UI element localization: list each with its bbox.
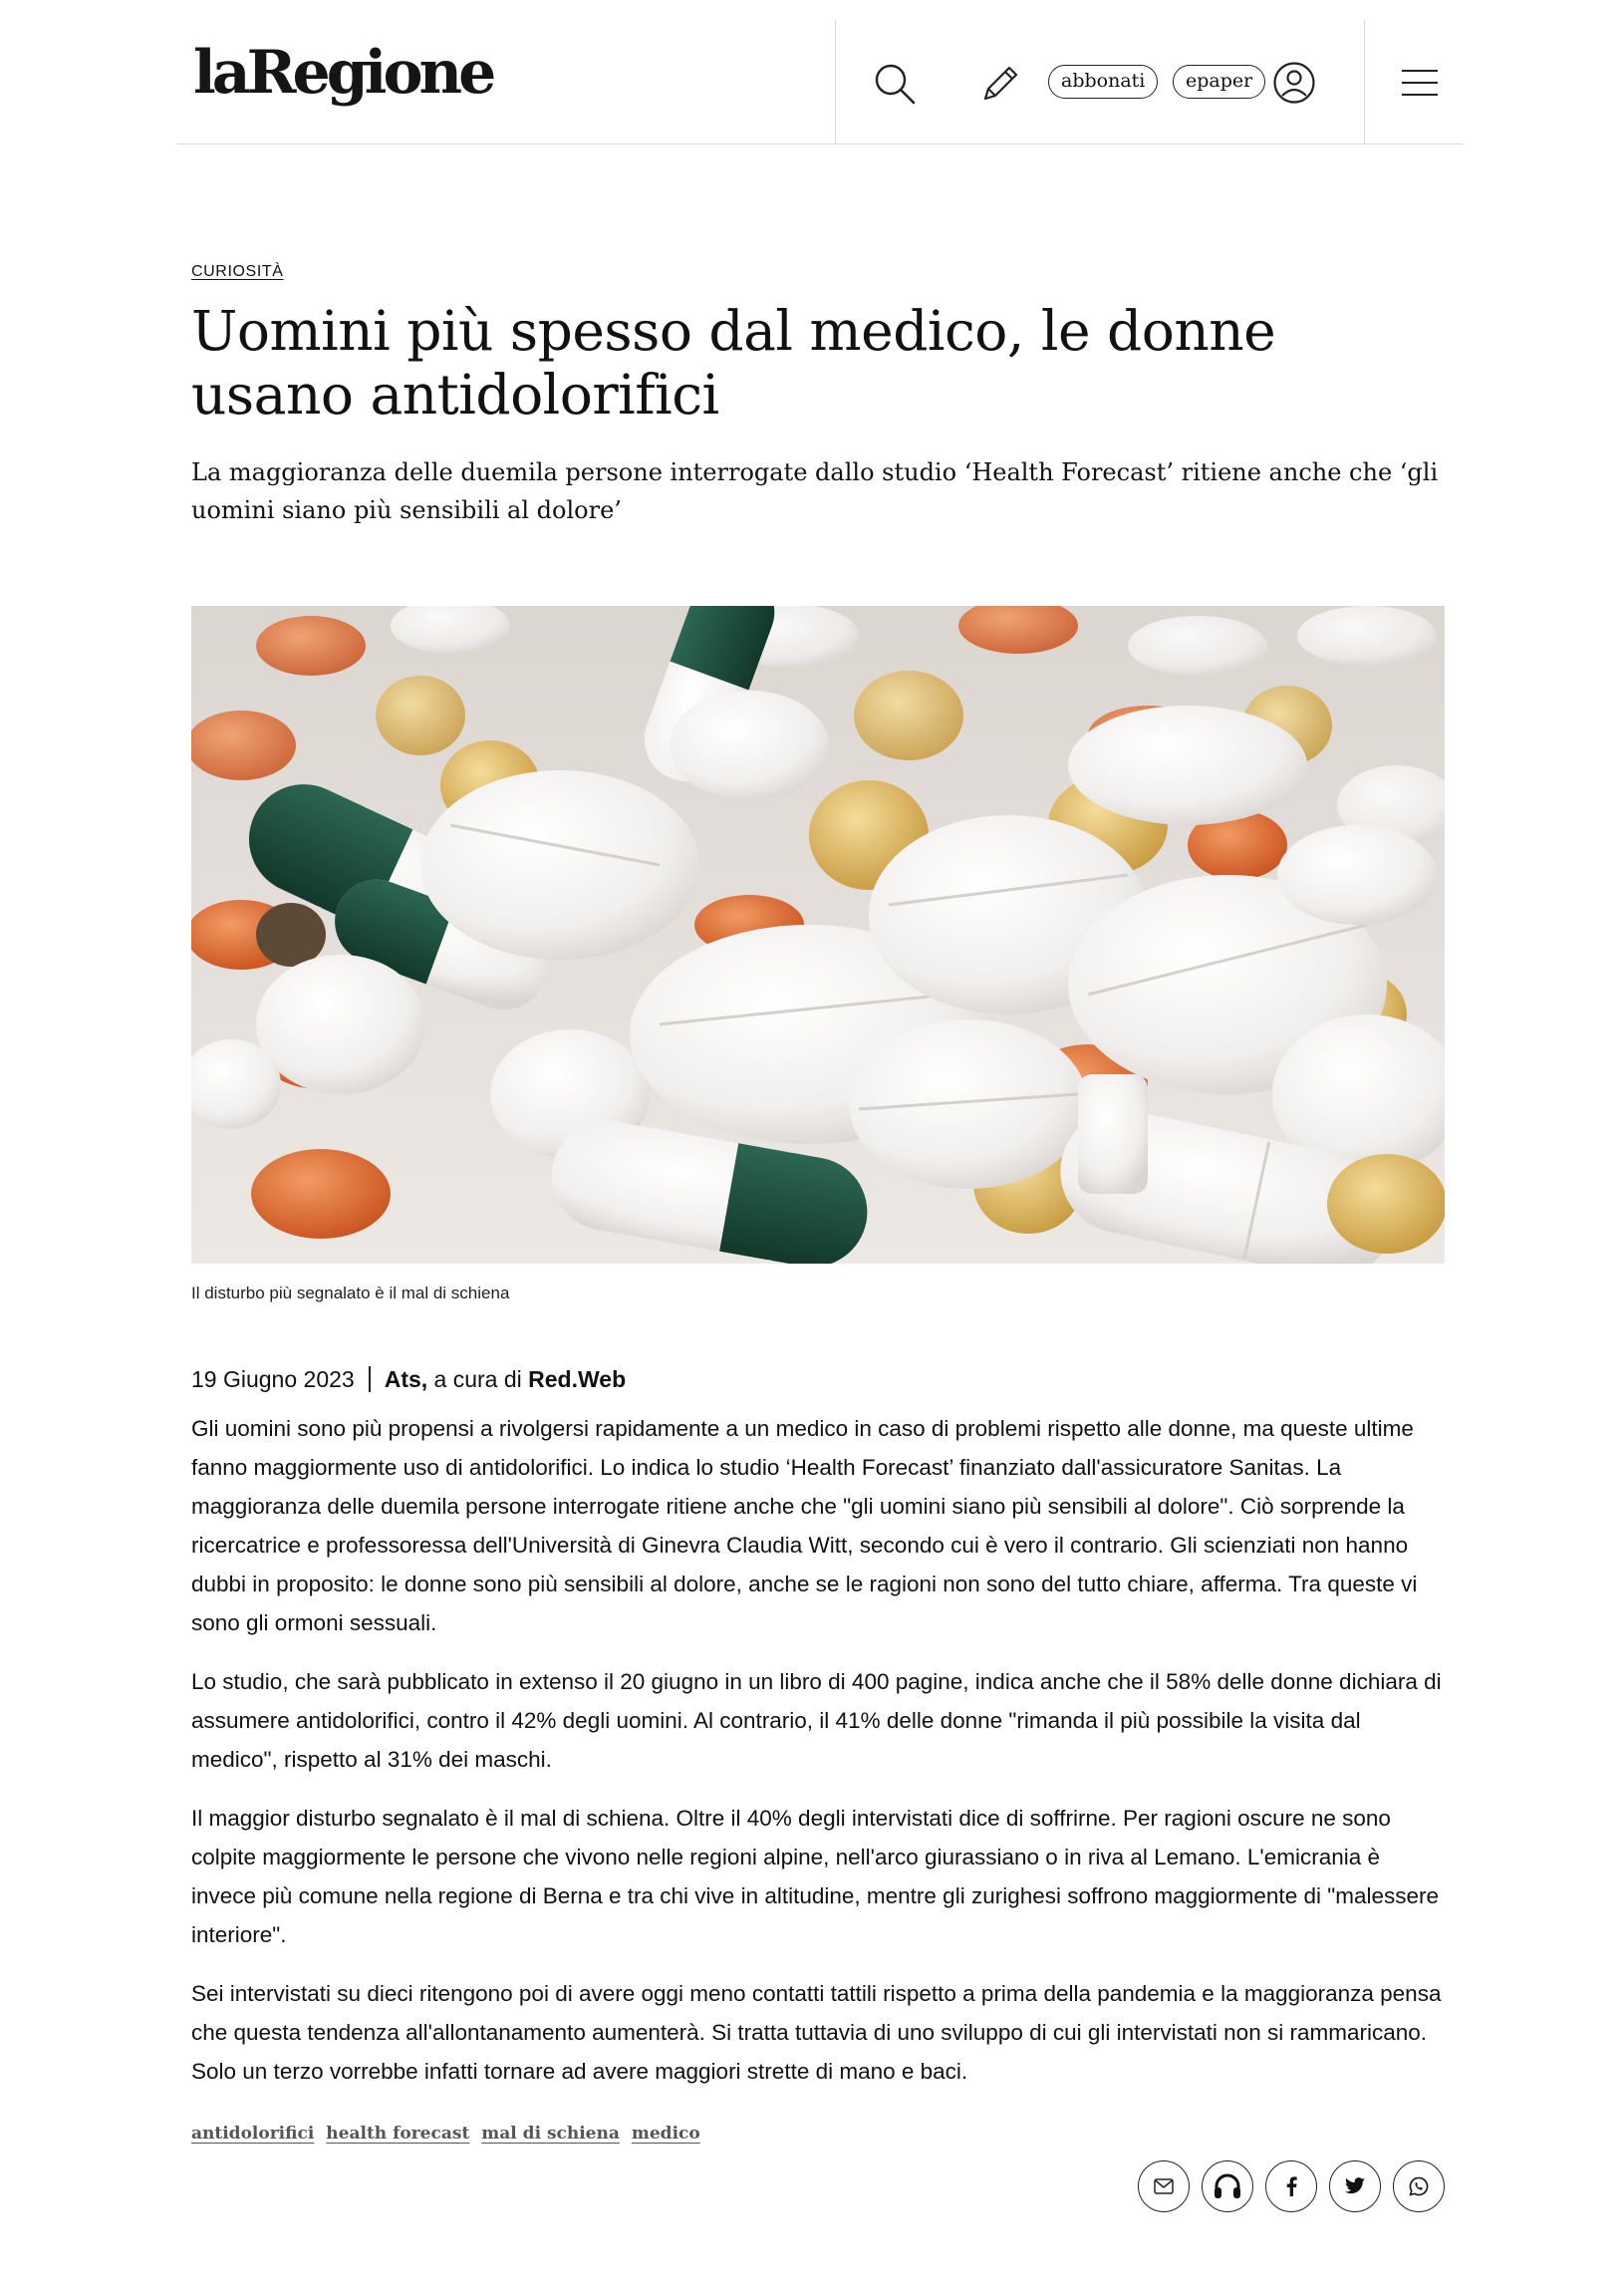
article-editor[interactable]: Red.Web: [528, 1366, 627, 1392]
site-logo[interactable]: laRegione: [193, 38, 493, 108]
article-paragraph: Gli uomini sono più propensi a rivolgersi rapidamente a un medico in caso di problemi rispetto alle donne, ma queste ultime fanno maggiormente uso di antidolorifici. Lo indica lo studio ‘Health Forecast’ finanziato dall'assicuratore Sanitas. La maggioranza delle duemila persone interrogate ritiene anche che "gli uomini siano più sensibili al dolore". Ciò sorprende la ricercatrice e professoressa dell'Università di Ginevra Claudia Witt, secondo cui è vero il contrario. Gli scienziati non hanno dubbi in proposito: le donne sono più sensibili al dolore, anche se le ragioni non sono del tutto chiare, afferma. Tra queste vi sono gli ormoni sessuali.: [191, 1416, 1418, 1635]
mail-icon[interactable]: [1138, 2160, 1190, 2212]
facebook-icon[interactable]: [1265, 2160, 1317, 2212]
menu-icon[interactable]: [1395, 58, 1445, 108]
article-hero-image: [191, 606, 1445, 1264]
curated-by-label: a cura di: [433, 1366, 522, 1392]
subscribe-button[interactable]: abbonati: [1048, 65, 1158, 99]
image-caption: Il disturbo più segnalato è il mal di schiena: [191, 1284, 510, 1302]
header-divider: [1364, 20, 1365, 144]
header-divider: [835, 20, 836, 144]
byline-separator: [369, 1366, 371, 1392]
headphones-icon[interactable]: [1202, 2160, 1253, 2212]
tag-link[interactable]: health forecast: [326, 2124, 470, 2144]
search-icon[interactable]: [865, 54, 925, 114]
article-date: 19 Giugno 2023: [191, 1366, 355, 1392]
pencil-icon[interactable]: [970, 54, 1030, 114]
article-paragraph: Sei intervistati su dieci ritengono poi di avere oggi meno contatti tattili rispetto a prima della pandemia e la maggioranza pensa che questa tendenza all'allontanamento aumenterà. Si tratta tuttavia di uno sviluppo di cui gli intervistati non si rammaricano. Solo un terzo vorrebbe infatti tornare ad avere maggiori strette di mano e baci.: [191, 1981, 1442, 2084]
article-paragraph: Il maggior disturbo segnalato è il mal di schiena. Oltre il 40% degli intervistati dice di soffrirne. Per ragioni oscure ne sono colpite maggiormente le persone che vivono nelle regioni alpine, nell'arco giurassiano o in riva al Lemano. L'emicrania è invece più comune nella regione di Berna e tra chi vive in altitudine, mentre gli zurighesi soffrono maggiormente di "malessere interiore".: [191, 1806, 1439, 1947]
twitter-icon[interactable]: [1329, 2160, 1381, 2212]
article-agency: Ats,: [384, 1366, 428, 1392]
user-icon[interactable]: [1269, 58, 1319, 108]
share-bar: [1138, 2160, 1445, 2212]
whatsapp-icon[interactable]: [1393, 2160, 1445, 2212]
tag-link[interactable]: mal di schiena: [481, 2124, 620, 2144]
category-link[interactable]: CURIOSITÀ: [191, 263, 284, 280]
site-header: [177, 20, 1463, 144]
article-byline: [191, 1365, 626, 1393]
article-paragraph: Lo studio, che sarà pubblicato in extenso il 20 giugno in un libro di 400 pagine, indica anche che il 58% delle donne dichiara di assumere antidolorifici, contro il 42% degli uomini. Al contrario, il 41% delle donne "rimanda il più possibile la visita dal medico", rispetto al 31% dei maschi.: [191, 1669, 1442, 1772]
article-subtitle: La maggioranza delle duemila persone interrogate dallo studio ‘Health Forecast’ ritiene anche che ‘gli uomini siano più sensibili al dolore’: [191, 458, 1439, 524]
article-title: Uomini più spesso dal medico, le donne usano antidolorifici: [191, 299, 1276, 427]
article-body: [191, 1409, 1449, 2111]
article-tags: [191, 2124, 700, 2144]
tag-link[interactable]: medico: [631, 2124, 700, 2144]
tag-link[interactable]: antidolorifici: [191, 2124, 315, 2144]
epaper-button[interactable]: epaper: [1173, 65, 1265, 99]
